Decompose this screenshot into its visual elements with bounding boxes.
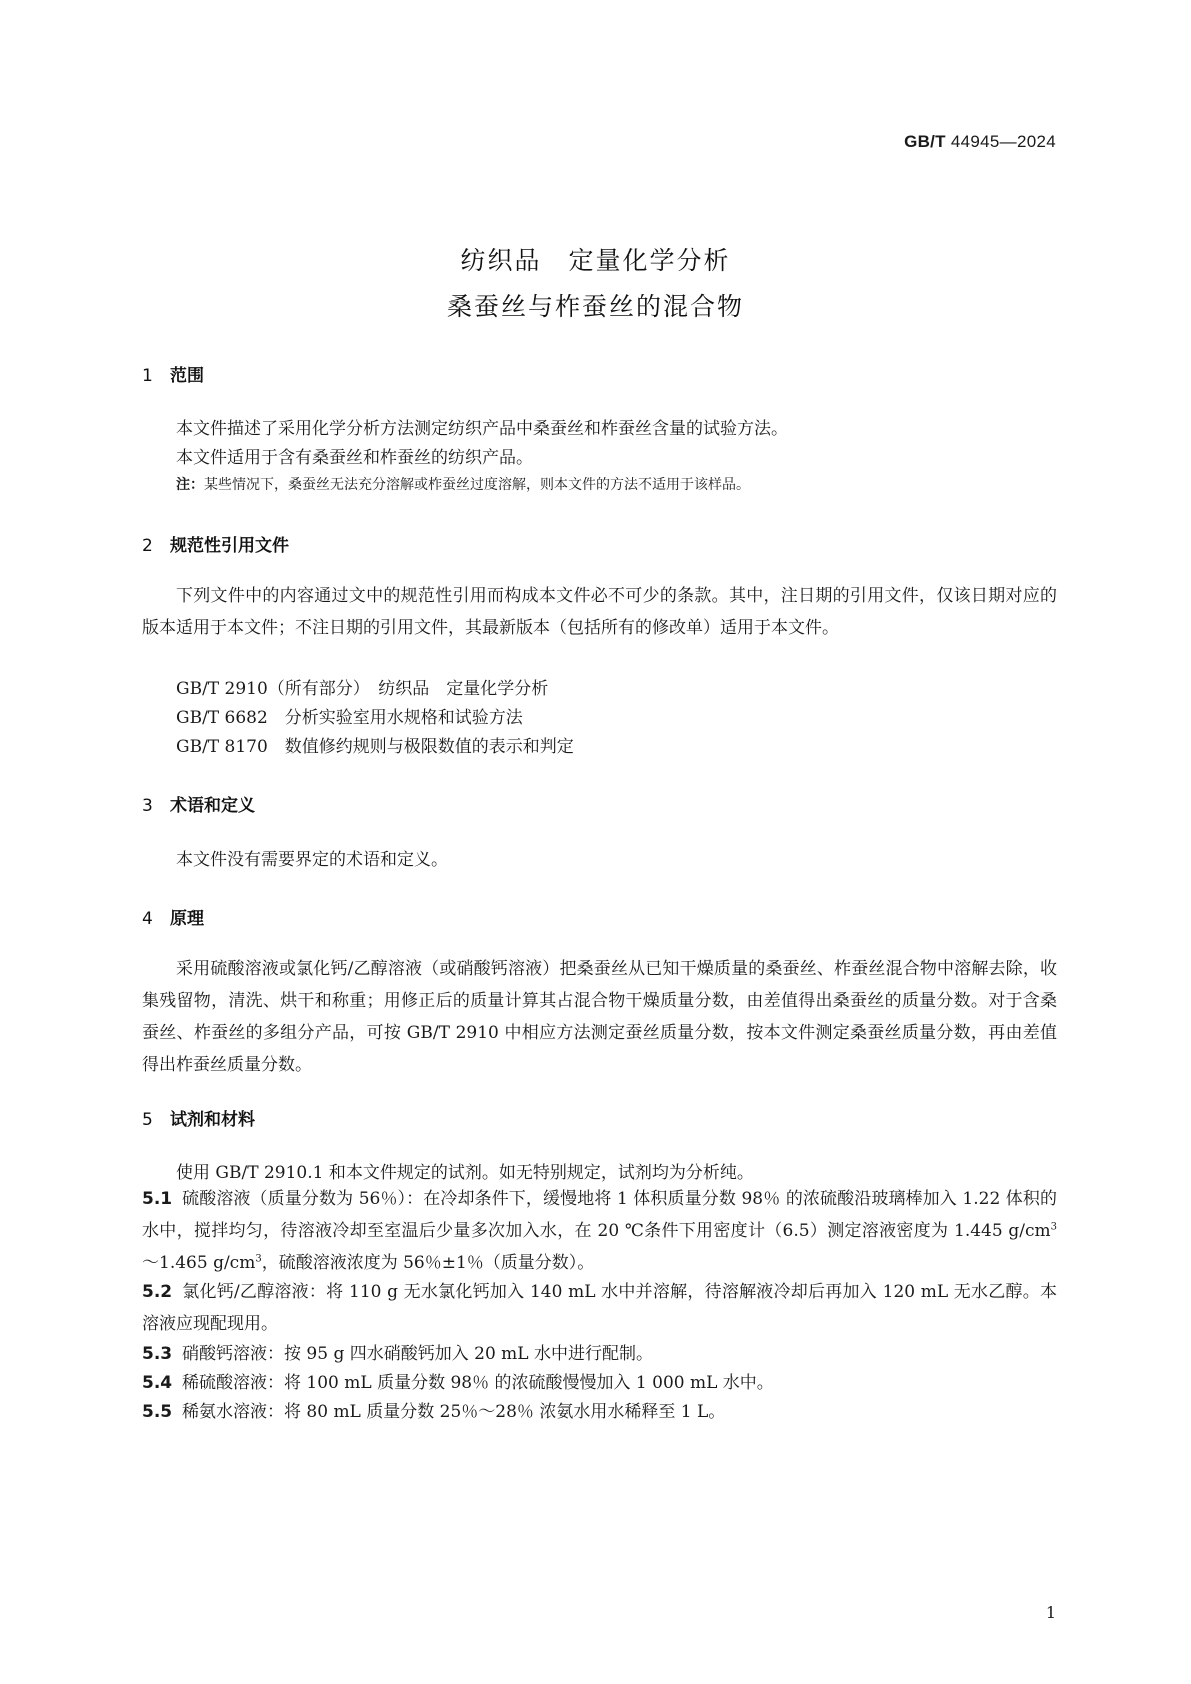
clause-number: 5.2: [142, 1282, 173, 1302]
paragraph: 本文件描述了采用化学分析方法测定纺织产品中桑蚕丝和柞蚕丝含量的试验方法。: [176, 419, 788, 439]
section-title: 术语和定义: [170, 796, 255, 816]
clause-text: 稀氨水溶液：将 80 mL 质量分数 25％～28％ 浓氨水用水稀释至 1 L。: [182, 1402, 726, 1422]
superscript: 3: [1050, 1221, 1057, 1233]
clause-5-2: [142, 1276, 1057, 1340]
clause-text: ，硫酸溶液浓度为 56％±1％（质量分数）。: [261, 1253, 595, 1273]
paragraph: 下列文件中的内容通过文中的规范性引用而构成本文件必不可少的条款。其中，注日期的引用文件，仅该日期对应的版本适用于本文件；不注日期的引用文件，其最新版本（包括所有的修改单）适用于本文件。: [142, 586, 1057, 638]
clause-5-3: [142, 1338, 1057, 1370]
clause-text: 硝酸钙溶液：按 95 g 四水硝酸钙加入 20 mL 水中进行配制。: [182, 1344, 653, 1364]
standard-code: 44945—2024: [945, 132, 1056, 151]
section-number: 3: [142, 796, 153, 816]
section-number: 1: [142, 366, 153, 386]
clause-number: 5.3: [142, 1344, 173, 1364]
clause-text: 硫酸溶液（质量分数为 56％）：在冷却条件下，缓慢地将 1 体积质量分数 98％ 的浓硫酸沿玻璃棒加入 1.22 体积的水中，搅拌均匀，待溶液冷却至室温后少量多次加入水，在 20 ℃条件下用密度计（6.5）测定溶液密度为 1.445 g/cm: [142, 1189, 1057, 1241]
clause-5-4: [142, 1367, 1057, 1399]
section-1-heading: [142, 361, 204, 386]
note-label: 注：: [176, 477, 204, 493]
document-title: [0, 238, 1191, 330]
title-line-2: 桑蚕丝与柞蚕丝的混合物: [446, 292, 744, 321]
paragraph: 使用 GB/T 2910.1 和本文件规定的试剂。如无特别规定，试剂均为分析纯。: [176, 1163, 754, 1183]
title-line-1: 纺织品 定量化学分析: [460, 246, 731, 275]
clause-text: ～1.465 g/cm: [142, 1253, 256, 1273]
page-number: 1: [1045, 1603, 1056, 1622]
clause-5-1: [142, 1183, 1057, 1279]
clause-number: 5.4: [142, 1373, 173, 1393]
paragraph: 本文件适用于含有桑蚕丝和柞蚕丝的纺织产品。: [176, 448, 533, 468]
clause-number: 5.5: [142, 1402, 173, 1422]
section-number: 4: [142, 909, 153, 929]
standard-prefix: GB/T: [904, 132, 946, 151]
clause-text: 氯化钙/乙醇溶液：将 110 g 无水氯化钙加入 140 mL 水中并溶解，待溶解液冷却后再加入 120 mL 无水乙醇。本溶液应现配现用。: [142, 1282, 1057, 1334]
paragraph: 本文件没有需要界定的术语和定义。: [176, 850, 448, 870]
section-number: 5: [142, 1110, 153, 1130]
paragraph: 采用硫酸溶液或氯化钙/乙醇溶液（或硝酸钙溶液）把桑蚕丝从已知干燥质量的桑蚕丝、柞蚕丝混合物中溶解去除，收集残留物，清洗、烘干和称重；用修正后的质量计算其占混合物干燥质量分数，由差值得出桑蚕丝的质量分数。对于含桑蚕丝、柞蚕丝的多组分产品，可按 GB/T 2910 中相应方法测定蚕丝质量分数，按本文件测定桑蚕丝质量分数，再由差值得出柞蚕丝质量分数。: [142, 959, 1057, 1075]
section-4-heading: [142, 904, 204, 929]
section-title: 范围: [170, 366, 204, 386]
section-3-heading: [142, 791, 255, 816]
note: [176, 474, 750, 494]
section-title: 原理: [170, 909, 204, 929]
section-number: 2: [142, 536, 153, 556]
reference-item: GB/T 6682 分析实验室用水规格和试验方法: [176, 708, 523, 728]
clause-text: 稀硫酸溶液：将 100 mL 质量分数 98％ 的浓硫酸慢慢加入 1 000 mL 水中。: [182, 1373, 774, 1393]
clause-5-5: [142, 1396, 1057, 1428]
section-title: 规范性引用文件: [170, 536, 289, 556]
note-text: 某些情况下，桑蚕丝无法充分溶解或柞蚕丝过度溶解，则本文件的方法不适用于该样品。: [204, 477, 750, 493]
section-5-heading: [142, 1105, 255, 1130]
clause-number: 5.1: [142, 1189, 173, 1209]
superscript: 3: [255, 1253, 262, 1265]
reference-item: GB/T 2910（所有部分） 纺织品 定量化学分析: [176, 679, 549, 699]
section-2-heading: [142, 531, 289, 556]
reference-item: GB/T 8170 数值修约规则与极限数值的表示和判定: [176, 737, 574, 757]
standard-number: [904, 132, 1056, 152]
section-title: 试剂和材料: [170, 1110, 255, 1130]
